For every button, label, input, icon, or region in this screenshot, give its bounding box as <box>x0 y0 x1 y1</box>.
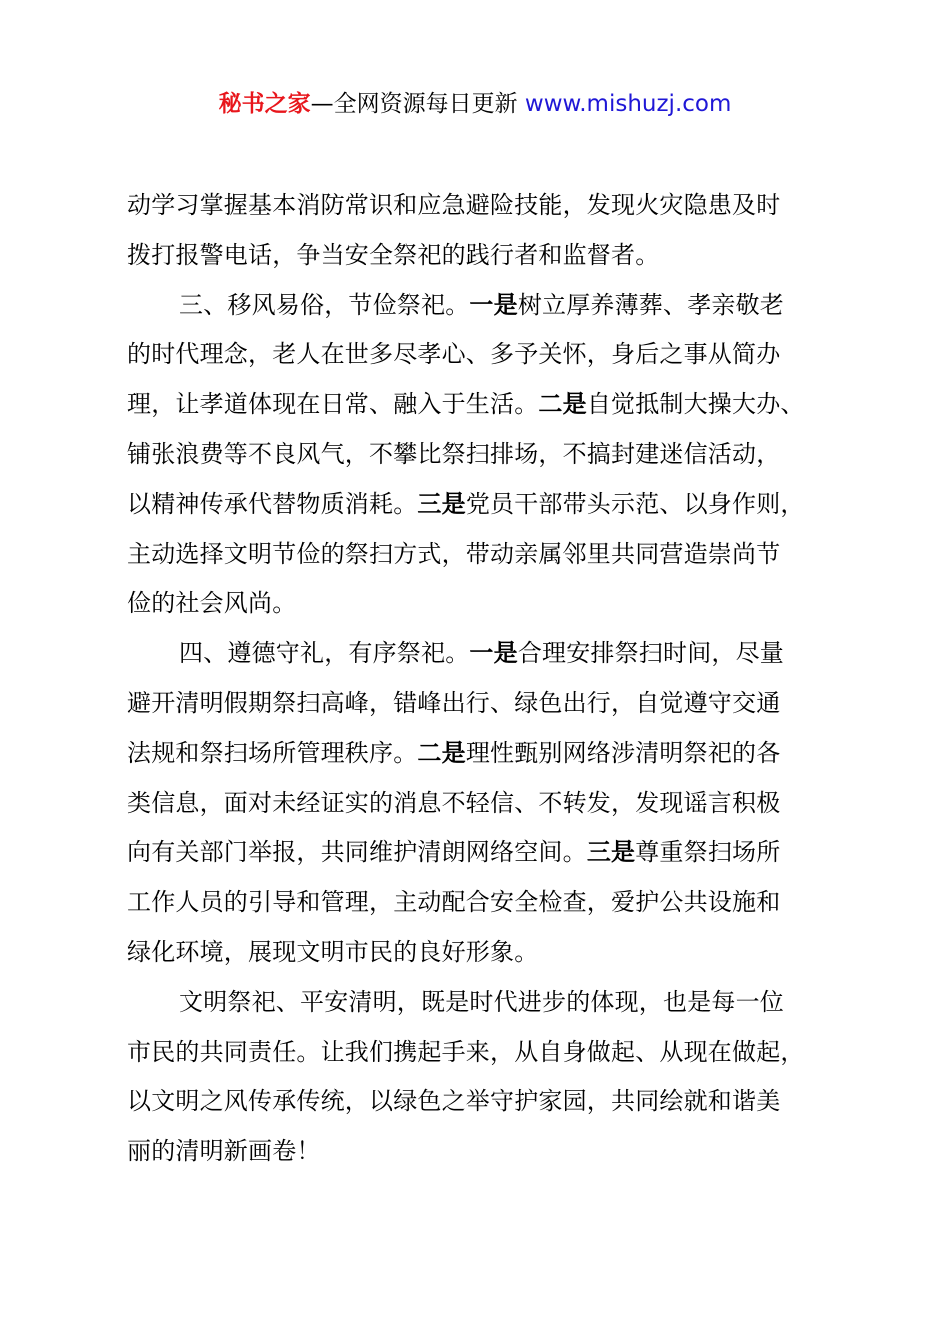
text-line: 类信息，面对未经证实的消息不轻信、不转发，发现谣言积极 <box>127 788 781 817</box>
text-span: 理，让孝道体现在日常、融入于生活。 <box>127 390 539 419</box>
text-span: 合理安排祭扫时间，尽量 <box>517 639 785 668</box>
text-line: 丽的清明新画卷！ <box>127 1137 321 1166</box>
text-line: 工作人员的引导和管理，主动配合安全检查，爱护公共设施和 <box>127 888 781 917</box>
document-body <box>127 181 827 1177</box>
paragraph-1 <box>127 181 827 281</box>
text-line: 俭的社会风尚。 <box>127 589 297 618</box>
text-line: 动学习掌握基本消防常识和应急避险技能，发现火灾隐患及时 <box>127 191 781 219</box>
paragraph-2 <box>127 281 827 630</box>
text-span: 向有关部门举报，共同维护清朗网络空间。 <box>127 838 587 867</box>
text-line: 拨打报警电话，争当安全祭祀的践行者和监督者。 <box>127 240 660 269</box>
text-line <box>127 629 827 679</box>
section-heading: 四、遵德守礼，有序祭祀。 <box>179 639 470 668</box>
bold-marker: 一是 <box>469 290 518 319</box>
text-span: 法规和祭扫场所管理秩序。 <box>127 738 418 767</box>
brand-name: 秘书之家 <box>218 91 311 117</box>
bold-marker: 二是 <box>538 390 587 419</box>
text-line <box>127 729 827 779</box>
page-header <box>0 86 950 122</box>
text-span: 理性甄别网络涉清明祭祀的各 <box>465 738 781 767</box>
text-line <box>127 281 827 331</box>
paragraph-4 <box>127 978 827 1177</box>
text-line: 的时代理念，老人在世多尽孝心、多予关怀，身后之事从简办 <box>127 340 781 369</box>
text-span: 自觉抵制大操大办、 <box>586 390 805 419</box>
text-span: 以精神传承代替物质消耗。 <box>127 489 418 518</box>
text-line: 主动选择文明节俭的祭扫方式，带动亲属邻里共同营造崇尚节 <box>127 539 781 568</box>
text-line: 文明祭祀、平安清明，既是时代进步的体现，也是每一位 <box>179 987 784 1016</box>
text-line: 避开清明假期祭扫高峰，错峰出行、绿色出行，自觉遵守交通 <box>127 688 781 717</box>
header-url[interactable]: www.mishuzj.com <box>524 91 732 117</box>
bold-marker: 三是 <box>586 838 636 867</box>
bold-marker: 一是 <box>469 639 518 668</box>
text-span: 尊重祭扫场所 <box>635 838 781 867</box>
paragraph-3 <box>127 629 827 978</box>
text-line: 绿化环境，展现文明市民的良好形象。 <box>127 937 539 966</box>
text-line <box>127 480 827 530</box>
bold-marker: 三是 <box>417 489 466 518</box>
section-heading: 三、移风易俗，节俭祭祀。 <box>179 290 470 319</box>
text-span: 树立厚养薄葬、孝亲敬老 <box>517 290 785 319</box>
text-line <box>127 380 827 430</box>
text-line: 市民的共同责任。让我们携起手来，从自身做起、从现在做起， <box>127 1037 805 1066</box>
bold-marker: 二是 <box>417 738 466 767</box>
header-tagline: —全网资源每日更新 <box>310 91 525 117</box>
text-span: 党员干部带头示范、以身作则， <box>465 489 805 518</box>
text-line <box>127 828 827 878</box>
text-line: 以文明之风传承传统，以绿色之举守护家园，共同绘就和谐美 <box>127 1087 781 1116</box>
text-line: 铺张浪费等不良风气，不攀比祭扫排场，不搞封建迷信活动， <box>127 439 781 468</box>
